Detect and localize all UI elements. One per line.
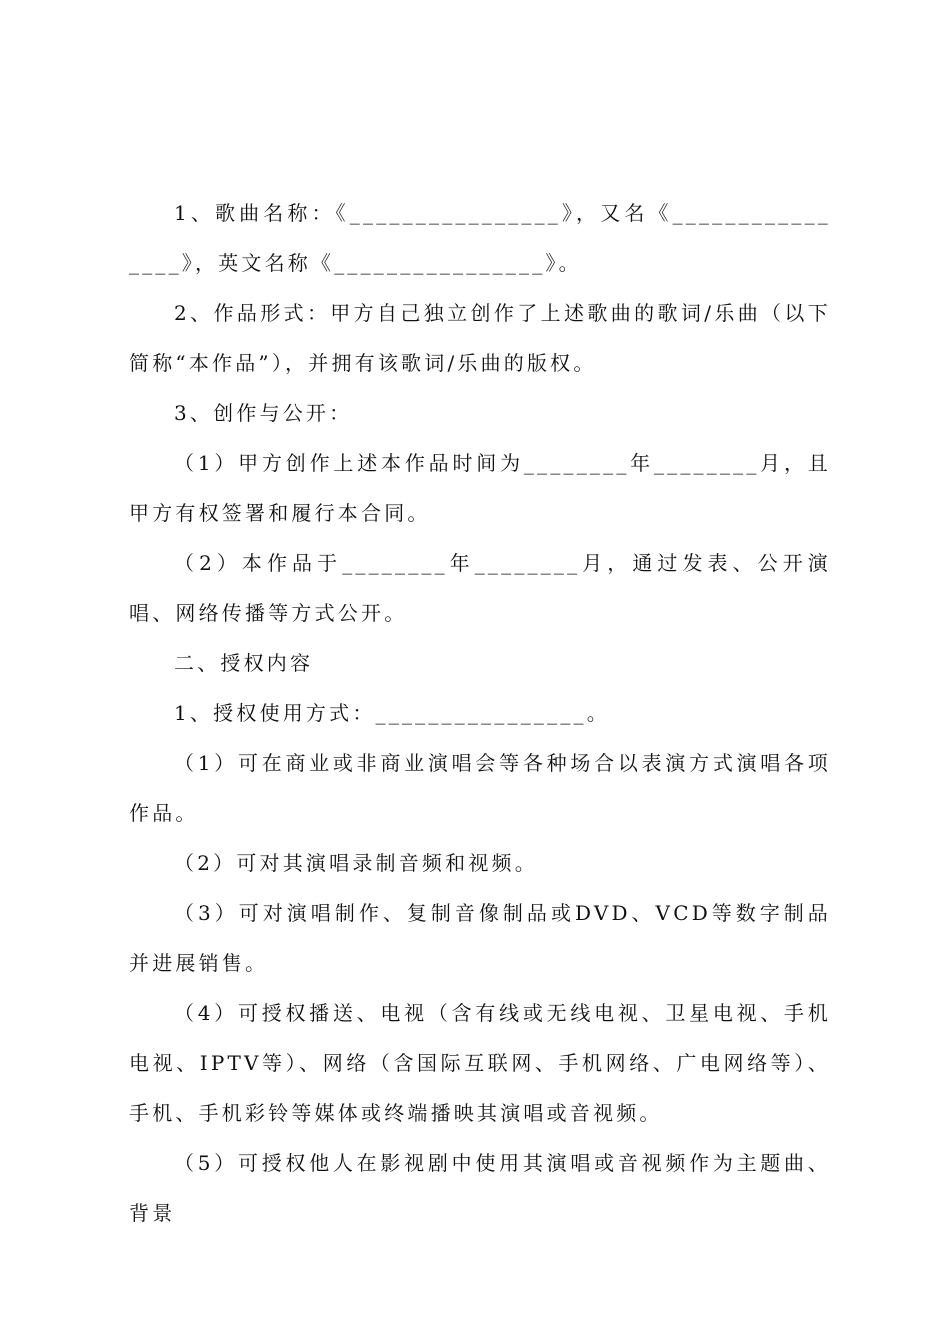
paragraph-usage-method: 1、授权使用方式：________________。: [174, 701, 610, 725]
paragraph-creation-publication: 3、创作与公开：: [174, 401, 353, 425]
document-body: [129, 188, 831, 1238]
paragraph-item-5: （5）可授权他人在影视剧中使用其演唱或音视频作为主题曲、背景: [129, 1151, 831, 1225]
paragraph-song-name: 1、歌曲名称：《________________》，又名《________________》，英文名称《________________》。: [129, 201, 831, 275]
paragraph-item-4: （4）可授权播送、电视（含有线或无线电视、卫星电视、手机电视、IPTV等）、网络（含国际互联网、手机网络、广电网络等）、手机、手机彩铃等媒体或终端播映其演唱或音视频。: [129, 1001, 831, 1125]
section-heading-authorization: 二、授权内容: [174, 651, 314, 675]
paragraph-item-1: （1）可在商业或非商业演唱会等各种场合以表演方式演唱各项作品。: [129, 751, 831, 825]
paragraph-publication-time: （2）本作品于________年________月，通过发表、公开演唱、网络传播等方式公开。: [129, 551, 831, 625]
paragraph-work-form: 2、作品形式：甲方自己独立创作了上述歌曲的歌词/乐曲（以下简称“本作品”），并拥有该歌词/乐曲的版权。: [129, 301, 831, 375]
paragraph-item-2: （2）可对其演唱录制音频和视频。: [174, 851, 538, 875]
paragraph-item-3: （3）可对演唱制作、复制音像制品或DVD、VCD等数字制品并进展销售。: [129, 901, 831, 975]
paragraph-creation-time: （1）甲方创作上述本作品时间为________年________月，且甲方有权签署和履行本合同。: [129, 451, 831, 525]
